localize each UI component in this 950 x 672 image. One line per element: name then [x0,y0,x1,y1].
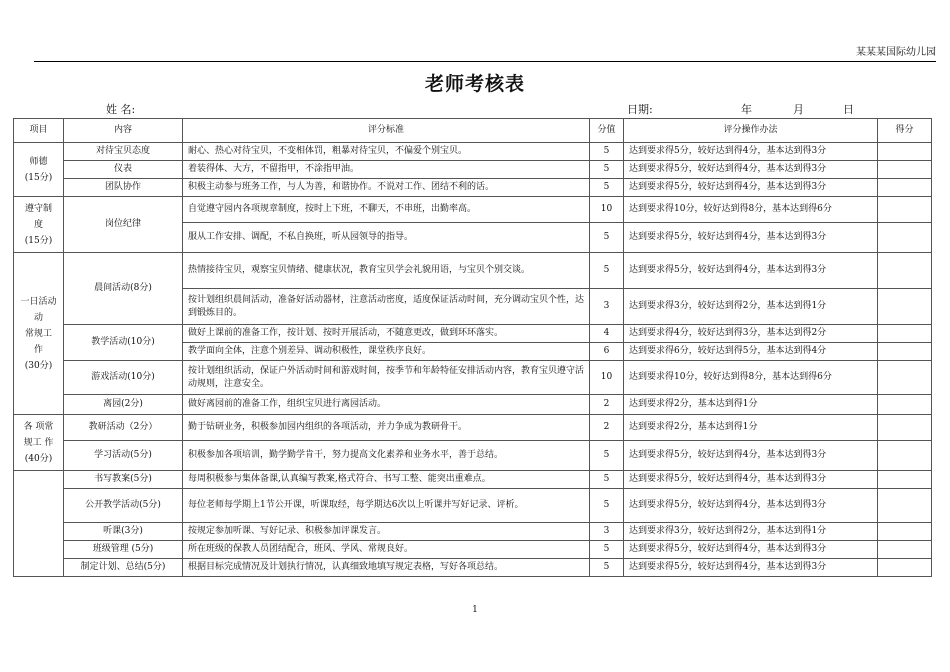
method-cell: 达到要求得5分，较好达到得4分，基本达到得3分 [624,471,878,489]
result-cell[interactable] [878,489,932,523]
content-cell: 晨间活动(8分) [64,253,183,325]
result-cell[interactable] [878,197,932,223]
category-ethics-line: (15分) [24,172,53,183]
page-title: 老师考核表 [424,73,525,95]
category-ethics [14,143,64,197]
score-cell: 5 [590,541,624,559]
result-cell[interactable] [878,395,932,415]
method-cell: 达到要求得10分，较好达到得8分，基本达到得6分 [624,361,878,395]
category-discipline-line: 遵守制 [24,203,52,214]
table-row [14,541,932,559]
category-discipline [14,197,64,253]
category-daily-line: 作 [33,344,43,355]
method-cell: 达到要求得3分，较好达到得2分，基本达到得1分 [624,289,878,325]
table-row [14,471,932,489]
header-rule [34,61,936,62]
score-cell: 10 [590,197,624,223]
standard-cell: 积极参加各项培训，勤学勤学肯干，努力提高文化素养和业务水平，善于总结。 [183,441,590,471]
date-label: 日期: [627,103,653,116]
result-cell[interactable] [878,179,932,197]
score-cell: 2 [590,395,624,415]
method-cell: 达到要求得3分，较好达到得2分，基本达到得1分 [624,523,878,541]
table-row [14,253,932,289]
score-cell: 5 [590,441,624,471]
score-cell: 6 [590,343,624,361]
standard-cell: 热情接待宝贝，观察宝贝情绪、健康状况，教育宝贝学会礼貌用语，与宝贝个别交谈。 [183,253,590,289]
score-cell: 5 [590,143,624,161]
result-cell[interactable] [878,559,932,577]
standard-cell: 每周积极参与集体备课,认真编写教案,格式符合、书写工整、能突出重难点。 [183,471,590,489]
category-empty [14,471,64,577]
table-row [14,325,932,343]
content-cell: 教研活动（2分） [64,415,183,441]
result-cell[interactable] [878,253,932,289]
result-cell[interactable] [878,441,932,471]
col-header-score: 分值 [590,119,624,143]
category-daily-line: 动 [33,312,43,323]
name-label: 姓 名: [106,103,136,116]
score-cell: 2 [590,415,624,441]
score-cell: 5 [590,489,624,523]
method-cell: 达到要求得5分，较好达到得4分，基本达到得3分 [624,161,878,179]
content-cell: 制定计划、总结(5分) [64,559,183,577]
table-row [14,415,932,441]
category-general-line: 各 项常 [23,421,54,432]
standard-cell: 勤于钻研业务，积极参加园内组织的各项活动，并力争成为教研骨干。 [183,415,590,441]
score-cell: 5 [590,223,624,253]
score-cell: 3 [590,289,624,325]
table-row [14,395,932,415]
content-cell: 教学活动(10分) [64,325,183,361]
standard-cell: 按规定参加听课、写好记录、积极参加评课发言。 [183,523,590,541]
table-row [14,559,932,577]
date-day: 日 [843,103,854,116]
col-header-standard: 评分标准 [183,119,590,143]
method-cell: 达到要求得5分，较好达到得4分，基本达到得3分 [624,179,878,197]
col-header-result: 得分 [878,119,932,143]
score-cell: 4 [590,325,624,343]
content-cell: 离园(2分) [64,395,183,415]
category-general-line: 规工 作 [23,437,54,448]
score-cell: 5 [590,471,624,489]
standard-cell: 做好离园前的准备工作，组织宝贝进行离园活动。 [183,395,590,415]
standard-cell: 着装得体、大方，不留指甲，不涂指甲油。 [183,161,590,179]
col-header-content: 内容 [64,119,183,143]
standard-cell: 积极主动参与班务工作，与人为善，和谐协作。不说对工作、团结不利的话。 [183,179,590,197]
standard-cell: 根据目标完成情况及计划执行情况，认真细致地填写规定表格，写好各项总结。 [183,559,590,577]
table-row [14,179,932,197]
category-discipline-line: (15分) [24,235,53,246]
method-cell: 达到要求得5分，较好达到得4分，基本达到得3分 [624,559,878,577]
result-cell[interactable] [878,223,932,253]
table-row [14,143,932,161]
standard-cell: 按计划组织晨间活动，准备好活动器材，注意活动密度，适度保证活动时间，充分调动宝贝个性，达到锻炼目的。 [183,289,590,325]
table-row [14,197,932,223]
result-cell[interactable] [878,343,932,361]
result-cell[interactable] [878,415,932,441]
score-cell: 5 [590,161,624,179]
method-cell: 达到要求得4分，较好达到得3分，基本达到得2分 [624,325,878,343]
result-cell[interactable] [878,523,932,541]
method-cell: 达到要求得10分，较好达到得8分，基本达到得6分 [624,197,878,223]
category-general [14,415,64,471]
table-row [14,361,932,395]
method-cell: 达到要求得5分，较好达到得4分，基本达到得3分 [624,223,878,253]
score-cell: 5 [590,179,624,197]
result-cell[interactable] [878,471,932,489]
result-cell[interactable] [878,143,932,161]
content-cell: 游戏活动(10分) [64,361,183,395]
method-cell: 达到要求得2分，基本达到得1分 [624,395,878,415]
date-month: 月 [793,103,804,116]
standard-cell: 做好上课前的准备工作，按计划、按时开展活动，不随意更改，做到环环落实。 [183,325,590,343]
standard-cell: 教学面向全体，注意个别差异、调动积极性，课堂秩序良好。 [183,343,590,361]
table-row [14,489,932,523]
standard-cell: 服从工作安排、调配，不私自换班，听从园领导的指导。 [183,223,590,253]
table-row [14,441,932,471]
standard-cell: 自觉遵守园内各项规章制度，按时上下班，不聊天，不串班，出勤率高。 [183,197,590,223]
content-cell: 对待宝贝态度 [64,143,183,161]
category-discipline-line: 度 [33,219,43,230]
page-number: 1 [472,605,478,615]
content-cell: 仪表 [64,161,183,179]
content-cell: 书写教案(5分) [64,471,183,489]
table-row [14,161,932,179]
standard-cell: 耐心、热心对待宝贝，不变相体罚，粗暴对待宝贝，不偏爱个别宝贝。 [183,143,590,161]
score-cell: 3 [590,523,624,541]
category-daily-line: (30分) [24,360,53,371]
result-cell[interactable] [878,361,932,395]
category-ethics-line: 师德 [29,156,48,167]
org-name: 某某某国际幼儿园 [856,47,936,58]
assessment-table [13,118,932,577]
standard-cell: 所在班级的保教人员团结配合，班风、学风、常规良好。 [183,541,590,559]
content-cell: 学习活动(5分) [64,441,183,471]
category-daily [14,253,64,415]
method-cell: 达到要求得5分，较好达到得4分，基本达到得3分 [624,441,878,471]
content-cell: 公开教学活动(5分) [64,489,183,523]
score-cell: 10 [590,361,624,395]
score-cell: 5 [590,253,624,289]
method-cell: 达到要求得6分，较好达到得5分，基本达到得4分 [624,343,878,361]
method-cell: 达到要求得5分，较好达到得4分，基本达到得3分 [624,489,878,523]
method-cell: 达到要求得5分，较好达到得4分，基本达到得3分 [624,143,878,161]
result-cell[interactable] [878,541,932,559]
result-cell[interactable] [878,289,932,325]
standard-cell: 每位老师每学期上1节公开课，听课取经，每学期达6次以上听课并写好记录、评析。 [183,489,590,523]
standard-cell: 按计划组织活动，保证户外活动时间和游戏时间，按季节和年龄特征安排活动内容，教育宝贝遵守活动规则，注意安全。 [183,361,590,395]
content-cell: 团队协作 [64,179,183,197]
method-cell: 达到要求得2分，基本达到得1分 [624,415,878,441]
content-cell: 听课(3分) [64,523,183,541]
category-daily-line: 常规工 [24,328,52,339]
category-daily-line: 一日活动 [20,296,57,307]
table-row [14,523,932,541]
score-cell: 5 [590,559,624,577]
content-cell: 班级管理 (5分) [64,541,183,559]
category-general-line: (40分) [24,453,53,464]
result-cell[interactable] [878,161,932,179]
col-header-item: 项目 [14,119,64,143]
content-cell: 岗位纪律 [64,197,183,253]
col-header-method: 评分操作办法 [624,119,878,143]
date-year: 年 [741,103,752,116]
method-cell: 达到要求得5分，较好达到得4分，基本达到得3分 [624,253,878,289]
table-header-row [14,119,932,143]
result-cell[interactable] [878,325,932,343]
method-cell: 达到要求得5分，较好达到得4分，基本达到得3分 [624,541,878,559]
